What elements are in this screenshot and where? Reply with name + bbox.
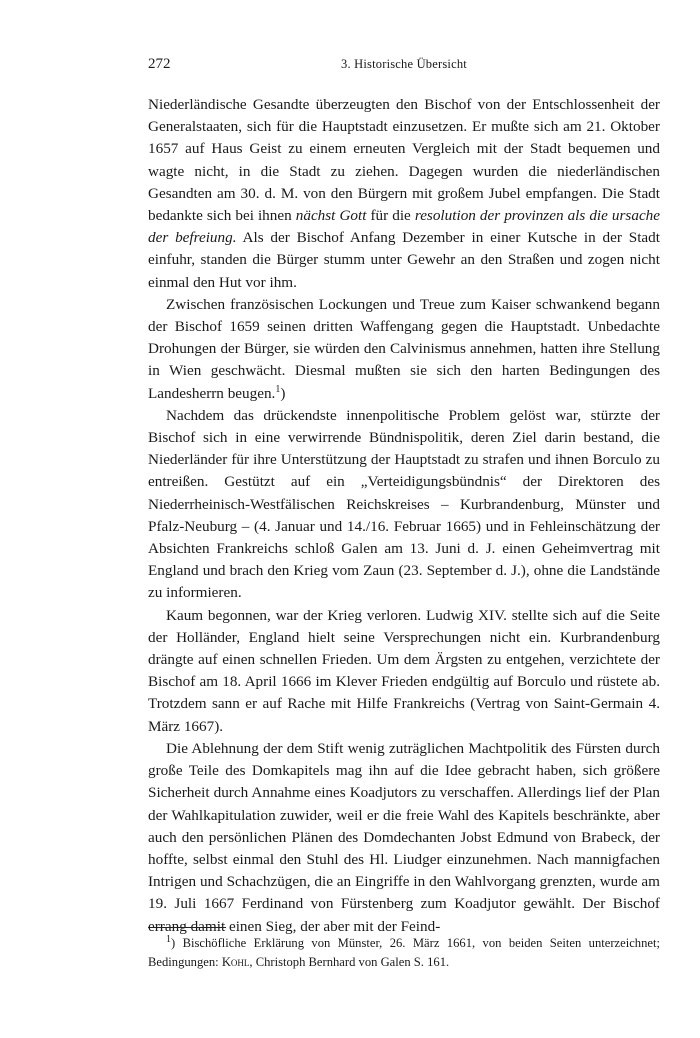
italic-quote: resolution der provinzen als die ursache der befreiung. [148,207,661,247]
footnote-author: Kohl [221,954,250,969]
page [148,56,661,969]
paragraph-1 [148,94,660,294]
paragraph-3 [148,405,660,605]
footnote [148,934,660,971]
paragraph-text: Die Ablehnung der dem Stift wenig zuträglichen Machtpolitik des Fürsten durch große Teile des Domkapitels mag ihn auf die Idee gebracht haben, sich größere Sicherheit durch Annahme eines Koadjutors zu verschaffen. Allerdings lief der Plan der Wahlkapitulation zuwider, weil er die freie Wahl des Kapitels beschränkte, aber auch den persönlichen Plänen des Domdechanten Jobst Edmund von Brabeck, der hoffte, selbst einmal den Stuhl des Hl. Liudger einzunehmen. Nach mannigfachen Intrigen und Schachzügen, die an Eingriffe in den Wahlvorgang grenzten, wurde am 19. Juli 1667 Ferdinand von Fürstenberg zum Koadjutor gewählt. Der Bischof errang damit einen Sieg, der aber mit der Feind- [148,739,660,935]
footnote-text: ) Bischöfliche Erklärung von Münster, 26. März 1661, von beiden Seiten unterzeichnet; Bedingungen: [148,936,660,969]
paragraph-text: für die [366,207,415,225]
body-text [148,94,660,938]
running-head [148,56,660,76]
footnote-paragraph [148,934,660,971]
paragraph-5 [148,738,660,938]
footnote-divider [148,927,226,928]
paragraph-text: Zwischen französischen Lockungen und Treue zum Kaiser schwankend begann der Bischof 1659 seinen dritten Waffengang gegen die Hauptstadt. Unbedachte Drohungen der Bürger, sie würden den Calvinismus annehmen, hatten ihre Stellung in Wien geschwächt. Diesmal mußten sie sich den harten Bedingungen des Landesherrn beugen. [148,295,660,402]
paragraph-2 [148,294,660,405]
paragraph-text: ) [280,384,286,402]
paragraph-text: Als der Bischof Anfang Dezember in einer Kutsche in der Stadt einfuhr, standen die Bürger stumm unter Gewehr an den Straßen und zogen nicht einmal den Hut vor ihm. [148,229,660,291]
chapter-title: 3. Historische Übersicht [341,57,467,71]
paragraph-text: Kaum begonnen, war der Krieg verloren. Ludwig XIV. stellte sich auf die Seite der Holländer, England hielt seine Versprechungen nicht ein. Kurbrandenburg drängte auf einen schnellen Frieden. Um dem Ärgsten zu entgehen, verzichtete der Bischof am 18. April 1666 im Klever Frieden endgültig auf Borculo und rüstete ab. Trotzdem sann er auf Rache mit Hilfe Frankreichs (Vertrag von Saint-Germain 4. März 1667). [148,606,660,735]
paragraph-text: Nachdem das drückendste innenpolitische Problem gelöst war, stürzte der Bischof sich in eine verwirrende Bündnispolitik, deren Ziel darin bestand, die Niederländer für ihre Unterstützung der Hauptstadt zu strafen und ihnen Borculo zu entreißen. Gestützt auf ein „Verteidigungsbündnis“ der Direktoren des Niederrheinisch-Westfälischen Reichskreises – Kurbrandenburg, Münster und Pfalz-Neuburg – (4. Januar und 14./16. Februar 1665) und in Fehleinschätzung der Absichten Frankreichs schloß Galen am 13. Juni d. J. einen Geheimvertrag mit England und brach den Krieg vom Zaun (23. September d. J.), ohne die Landstände zu informieren. [148,406,660,602]
footnote-reference: 1 [275,383,281,395]
paragraph-text: Niederländische Gesandte überzeugten den Bischof von der Entschlossenheit der Generalstaaten, sich für die Hauptstadt einzusetzen. Er mußte sich am 21. Oktober 1657 auf Haus Geist zu einem erneuten Vergleich mit der Stadt bequemen und wagte nicht, in die Stadt zu ziehen. Dagegen wurden die niederländischen Gesandten am 30. d. M. von den Bürgern mit großem Jubel empfangen. Die Stadt bedankte sich bei ihnen [148,96,660,225]
page-number: 272 [148,56,171,72]
italic-quote: nächst Gott [295,207,367,225]
paragraph-4 [148,605,660,738]
footnote-marker: 1 [166,933,171,945]
footnote-text: , Christoph Bernhard von Galen S. 161. [249,954,450,969]
